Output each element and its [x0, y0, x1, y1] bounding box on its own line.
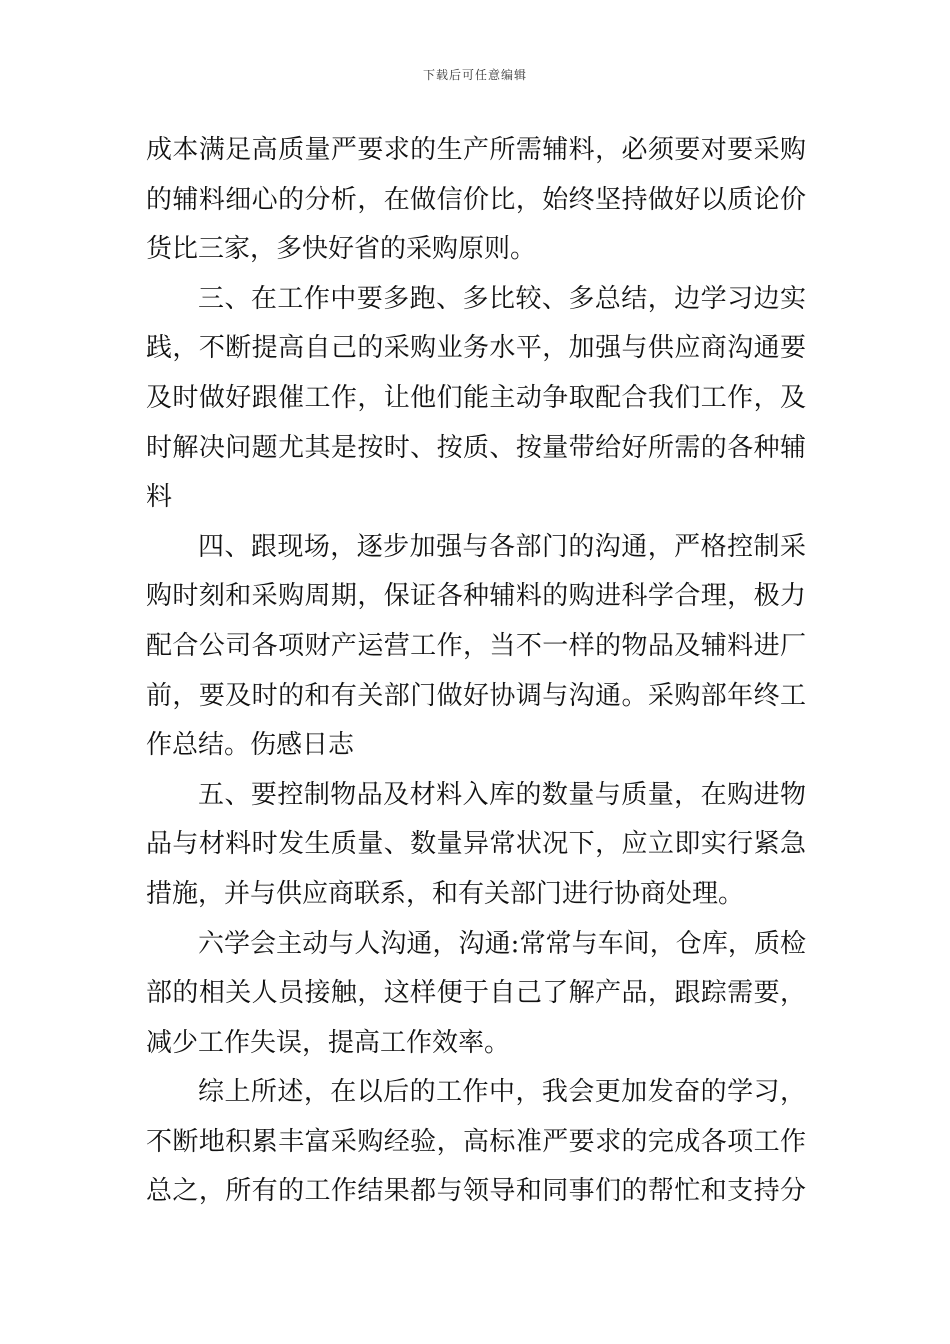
text-line: 配合公司各项财产运营工作，当不一样的物品及辅料进厂	[146, 630, 806, 661]
text-line: 践，不断提高自己的采购业务水平，加强与供应商沟通要	[146, 333, 806, 364]
document-body	[146, 126, 806, 1217]
text-line: 部的相关人员接触，这样便于自己了解产品，跟踪需要，	[146, 978, 806, 1009]
text-line: 五、要控制物品及材料入库的数量与质量，在购进物	[198, 779, 806, 810]
header-note: 下载后可任意编辑	[422, 68, 527, 82]
text-line: 不断地积累丰富采购经验，高标准严要求的完成各项工作	[146, 1126, 806, 1157]
text-line: 料	[146, 482, 173, 513]
text-line: 四、跟现场，逐步加强与各部门的沟通，严格控制采	[198, 531, 806, 562]
text-line: 成本满足高质量严要求的生产所需辅料，必须要对要采购	[146, 135, 806, 165]
text-line: 总之，所有的工作结果都与领导和同事们的帮忙和支持分	[146, 1176, 806, 1207]
text-line: 作总结。伤感日志	[146, 730, 355, 761]
text-line: 三、在工作中要多跑、多比较、多总结，边学习边实	[198, 283, 806, 314]
text-line: 减少工作失误，提高工作效率。	[146, 1027, 511, 1058]
text-line: 品与材料时发生质量、数量异常状况下，应立即实行紧急	[146, 829, 806, 860]
text-line: 货比三家，多快好省的采购原则。	[146, 234, 537, 265]
text-line: 时解决问题尤其是按时、按质、按量带给好所需的各种辅	[146, 432, 806, 463]
text-line: 前，要及时的和有关部门做好协调与沟通。采购部年终工	[146, 680, 806, 711]
text-line: 购时刻和采购周期，保证各种辅料的购进科学合理，极力	[146, 581, 806, 612]
text-line: 措施，并与供应商联系，和有关部门进行协商处理。	[146, 878, 745, 909]
text-line: 六学会主动与人沟通，沟通:常常与车间，仓库，质检	[198, 928, 806, 959]
text-line: 的辅料细心的分析，在做信价比，始终坚持做好以质论价	[146, 184, 806, 215]
text-line: 综上所述，在以后的工作中，我会更加发奋的学习，	[198, 1077, 806, 1108]
text-line: 及时做好跟催工作，让他们能主动争取配合我们工作，及	[146, 382, 806, 413]
